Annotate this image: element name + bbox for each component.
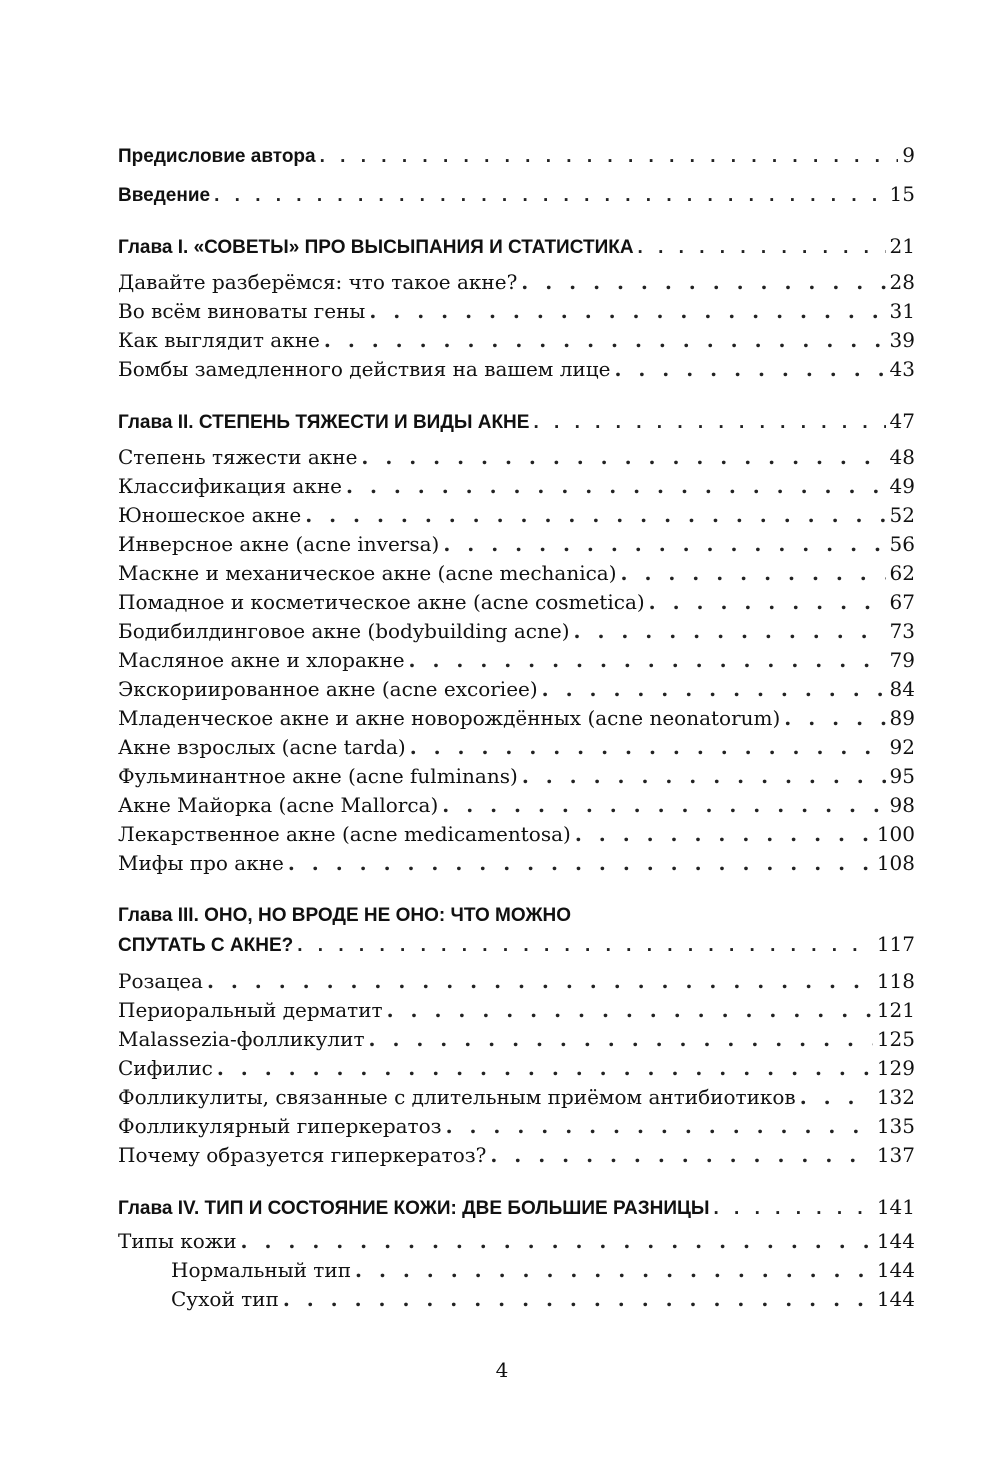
toc-entry-title: Предисловие автора: [118, 146, 316, 167]
toc-entry[interactable]: [118, 530, 915, 559]
toc-entry[interactable]: [118, 646, 915, 675]
leader-dots: [387, 996, 873, 1025]
toc-entry-page: 108: [876, 851, 915, 875]
toc-subentry[interactable]: [118, 1285, 915, 1314]
leader-dots: [217, 1054, 873, 1083]
toc-entry-page: 43: [889, 357, 915, 381]
toc-entry-page: 15: [889, 182, 915, 206]
leader-dots: [241, 1227, 873, 1256]
toc-entry-page: 21: [889, 234, 915, 258]
toc-entry-preface[interactable]: [118, 141, 915, 170]
leader-dots: [614, 355, 885, 384]
toc-entry[interactable]: [118, 675, 915, 704]
toc-entry-title: Сухой тип: [171, 1287, 279, 1311]
toc-entry-title: Malassezia-фолликулит: [118, 1027, 365, 1051]
leader-dots: [409, 646, 886, 675]
leader-dots: [346, 472, 886, 501]
toc-entry[interactable]: [118, 1141, 915, 1170]
leader-dots: [443, 530, 885, 559]
toc-entry-title: Фульминантное акне (acne fulminans): [118, 764, 518, 788]
toc-chapter-3-heading-line1[interactable]: Глава III. ОНО, НО ВРОДЕ НЕ ОНО: ЧТО МОЖНО: [118, 905, 572, 926]
toc-entry-title: Степень тяжести акне: [118, 445, 358, 469]
toc-entry-page: 121: [876, 998, 915, 1022]
toc-entry-title: Маскне и механическое акне (acne mechanica): [118, 561, 617, 585]
toc-entry-title: Фолликулярный гиперкератоз: [118, 1114, 442, 1138]
toc-entry-title: Классификация акне: [118, 474, 343, 498]
toc-entry[interactable]: [118, 820, 915, 849]
leader-dots: [575, 820, 873, 849]
toc-entry-title: Глава I. «СОВЕТЫ» ПРО ВЫСЫПАНИЯ И СТАТИСТИКА: [118, 237, 634, 258]
toc-entry-title: Экскориированное акне (acne excoriee): [118, 677, 538, 701]
toc-entry-page: 100: [876, 822, 915, 846]
toc-entry-page: 98: [889, 793, 915, 817]
toc-chapter-4-heading[interactable]: [118, 1193, 915, 1222]
toc-entry-title: Лекарственное акне (acne medicamentosa): [118, 822, 571, 846]
toc-entry-title: Юношеское акне: [118, 503, 302, 527]
toc-entry-title: Розацеа: [118, 969, 203, 993]
toc-entry-page: 9: [902, 143, 915, 167]
toc-entry-title: СПУТАТЬ С АКНЕ?: [118, 935, 294, 956]
toc-entry[interactable]: [118, 326, 915, 355]
leader-dots: [355, 1256, 873, 1285]
leader-dots: [713, 1194, 872, 1223]
toc-entry-page: 141: [876, 1195, 915, 1219]
toc-entry[interactable]: [118, 733, 915, 762]
leader-dots: [207, 967, 873, 996]
toc-entry-page: 137: [876, 1143, 915, 1167]
toc-entry-introduction[interactable]: [118, 180, 915, 209]
toc-entry[interactable]: [118, 762, 915, 791]
toc-entry[interactable]: [118, 791, 915, 820]
toc-entry-title: Бомбы замедленного действия на вашем лице: [118, 357, 611, 381]
toc-entry-title: Акне Майорка (acne Mallorca): [118, 793, 439, 817]
toc-entry[interactable]: [118, 268, 915, 297]
toc-entry-page: 62: [889, 561, 915, 585]
toc-entry-page: 95: [889, 764, 915, 788]
toc-entry-title: Акне взрослых (acne tarda): [118, 735, 406, 759]
toc-entry-title: Типы кожи: [118, 1229, 237, 1253]
toc-entry-page: 52: [889, 503, 915, 527]
leader-dots: [369, 1025, 873, 1054]
toc-entry[interactable]: [118, 501, 915, 530]
leader-dots: [369, 297, 885, 326]
toc-entry[interactable]: [118, 355, 915, 384]
toc-subentry[interactable]: [118, 1256, 915, 1285]
toc-entry-page: 48: [889, 445, 915, 469]
leader-dots: [533, 408, 885, 437]
leader-dots: [214, 181, 885, 210]
toc-entry[interactable]: [118, 1112, 915, 1141]
toc-entry-title: Введение: [118, 185, 211, 206]
page-number: 4: [495, 1358, 509, 1382]
toc-chapter-2-heading[interactable]: [118, 407, 915, 436]
toc-entry[interactable]: [118, 1025, 915, 1054]
toc-entry-page: 92: [889, 735, 915, 759]
leader-dots: [542, 675, 886, 704]
toc-entry[interactable]: [118, 704, 915, 733]
leader-dots: [410, 733, 886, 762]
toc-entry[interactable]: [118, 1083, 915, 1112]
toc-entry-title: Как выглядит акне: [118, 328, 320, 352]
toc-entry-page: 118: [876, 969, 915, 993]
leader-dots: [522, 762, 886, 791]
toc-entry-page: 144: [876, 1287, 915, 1311]
toc-entry-title: Нормальный тип: [171, 1258, 352, 1282]
toc-entry-title: Масляное акне и хлоракне: [118, 648, 405, 672]
toc-entry-title: Фолликулиты, связанные с длительным приёмом антибиотиков: [118, 1085, 796, 1109]
toc-entry-page: 28: [889, 270, 915, 294]
toc-entry-page: 47: [889, 409, 915, 433]
toc-entry-title: Бодибилдинговое акне (bodybuilding acne): [118, 619, 570, 643]
toc-entry-page: 89: [889, 706, 915, 730]
toc-entry-page: 73: [889, 619, 915, 643]
leader-dots: [446, 1112, 873, 1141]
leader-dots: [574, 617, 886, 646]
leader-dots: [361, 443, 885, 472]
toc-entry-page: 56: [889, 532, 915, 556]
leader-dots: [649, 588, 886, 617]
toc-entry[interactable]: [118, 588, 915, 617]
toc-entry-title: Помадное и косметическое акне (acne cosmetica): [118, 590, 645, 614]
toc-entry-title: Инверсное акне (acne inversa): [118, 532, 440, 556]
toc-entry[interactable]: [118, 1227, 915, 1256]
leader-dots: [621, 559, 886, 588]
leader-dots: [442, 791, 885, 820]
toc-entry-title: Глава IV. ТИП И СОСТОЯНИЕ КОЖИ: ДВЕ БОЛЬШИЕ РАЗНИЦЫ: [118, 1198, 710, 1219]
toc-entry[interactable]: [118, 472, 915, 501]
toc-entry-page: 84: [889, 677, 915, 701]
toc-entry-page: 39: [889, 328, 915, 352]
toc-entry-title: Сифилис: [118, 1056, 213, 1080]
toc-entry-page: 144: [876, 1229, 915, 1253]
toc-entry[interactable]: [118, 1054, 915, 1083]
toc-entry-page: 132: [876, 1085, 915, 1109]
toc-entry[interactable]: [118, 617, 915, 646]
toc-entry-title: Периоральный дерматит: [118, 998, 383, 1022]
toc-entry-page: 67: [889, 590, 915, 614]
leader-dots: [305, 501, 885, 530]
toc-entry[interactable]: [118, 967, 915, 996]
toc-entry-page: 79: [889, 648, 915, 672]
toc-chapter-3-heading[interactable]: [118, 930, 915, 959]
toc-chapter-1-heading[interactable]: [118, 232, 915, 261]
toc-entry-title: Давайте разберёмся: что такое акне?: [118, 270, 518, 294]
toc-entry-page: 125: [876, 1027, 915, 1051]
toc-entry-title: Во всём виноваты гены: [118, 299, 366, 323]
toc-entry[interactable]: [118, 443, 915, 472]
toc-entry-page: 31: [889, 299, 915, 323]
toc-entry-page: 144: [876, 1258, 915, 1282]
toc-entry-page: 135: [876, 1114, 915, 1138]
leader-dots: [283, 1285, 873, 1314]
leader-dots: [324, 326, 886, 355]
table-of-contents: [118, 141, 915, 1314]
leader-dots: [638, 233, 886, 262]
toc-entry-page: 117: [876, 932, 915, 956]
leader-dots: [320, 142, 899, 171]
toc-entry-title: Младенческое акне и акне новорождённых (acne neonatorum): [118, 706, 781, 730]
toc-entry-page: 49: [889, 474, 915, 498]
toc-entry-title: Мифы про акне: [118, 851, 284, 875]
leader-dots: [784, 704, 885, 733]
toc-entry-title: Глава II. СТЕПЕНЬ ТЯЖЕСТИ И ВИДЫ АКНЕ: [118, 412, 530, 433]
leader-dots: [297, 931, 873, 960]
toc-entry-title: Почему образуется гиперкератоз?: [118, 1143, 487, 1167]
toc-entry[interactable]: [118, 996, 915, 1025]
toc-entry-page: 129: [876, 1056, 915, 1080]
leader-dots: [288, 849, 873, 878]
toc-entry[interactable]: [118, 849, 915, 878]
toc-entry[interactable]: [118, 559, 915, 588]
leader-dots: [490, 1141, 872, 1170]
leader-dots: [800, 1083, 873, 1112]
toc-entry[interactable]: [118, 297, 915, 326]
leader-dots: [521, 268, 885, 297]
